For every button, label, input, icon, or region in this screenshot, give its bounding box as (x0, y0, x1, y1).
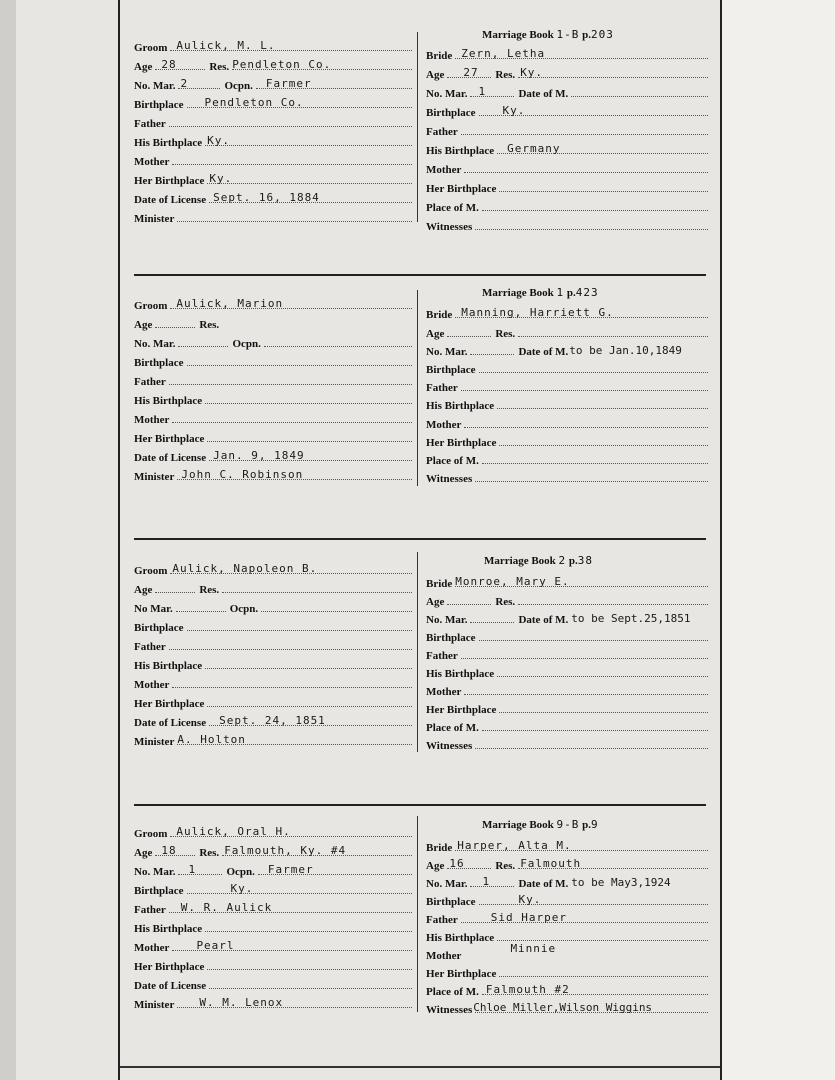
groom-date-of-license: Jan. 9, 1849 (213, 449, 305, 462)
bride-birthplace-field: Birthplace (426, 626, 708, 644)
groom-her-birthplace-field: Her Birthplace (134, 955, 412, 973)
bride-his-birthplace-field: His Birthplace Germany (426, 139, 708, 157)
groom-father-field: Father (134, 635, 412, 653)
bride-name-field: Bride Monroe, Mary E. (426, 572, 708, 590)
date-of-license-label: Date of License (134, 194, 207, 206)
record-divider (134, 804, 706, 806)
bride-place-field: Place of M. (426, 716, 708, 734)
groom-ocpn: Farmer (265, 77, 312, 90)
book-number: 1 (556, 286, 565, 299)
column-divider (417, 816, 418, 1012)
groom-birthplace-field: Birthplace Ky. (134, 879, 412, 897)
witnesses-label: Witnesses (426, 221, 473, 233)
bride-birthplace-field: Birthplace Ky. (426, 101, 708, 119)
bride-father-field: Father (426, 120, 708, 138)
groom-his-birthplace-field: His Birthplace (134, 654, 412, 672)
groom-nomar-field: No Mar. Ocpn. (134, 597, 412, 615)
bride-name-field: Bride Manning, Harriett G. (426, 303, 708, 321)
left-edge (0, 0, 16, 1080)
bride-name: Zern, Letha (461, 47, 546, 60)
groom-her-birthplace-field (134, 169, 412, 187)
groom-nomar-field (134, 74, 412, 92)
groom-nomar-field: No. Mar. Ocpn. (134, 332, 412, 350)
record-divider (134, 538, 706, 540)
groom-name-field: Groom Aulick, Oral H. (134, 822, 412, 840)
bottom-border-line (120, 1066, 720, 1068)
bride-nomar-field: No. Mar. Date of M. to be Sept.25,1851 (426, 612, 691, 626)
bride-name-field: Bride Harper, Alta M. (426, 836, 708, 854)
groom-label: Groom (134, 42, 168, 54)
bride-date-of-m: to be Jan.10,1849 (569, 344, 682, 357)
groom-name-field: Groom Aulick, Napoleon B. (134, 559, 412, 577)
no-mar-label: No. Mar. (134, 80, 176, 92)
book-page: 423 (575, 286, 599, 299)
marriage-record (120, 286, 720, 542)
groom-date-of-license: Sept. 16, 1884 (213, 191, 320, 204)
marriage-book-ref: Marriage Book 9-B p.9 (482, 818, 599, 831)
marriage-book-ref: Marriage Book 1-B p.203 (482, 28, 614, 41)
bride-name: Monroe, Mary E. (455, 575, 570, 588)
bride-her-birthplace-field: Her Birthplace (426, 962, 708, 980)
groom-age-field (134, 55, 412, 73)
groom-age-field: Age 18 Res. Falmouth, Ky. #4 (134, 841, 412, 859)
groom-mother-field: Mother (134, 673, 412, 691)
bride-mother: Minnie (510, 942, 557, 955)
groom-license-field: Date of License Sept. 24, 1851 (134, 711, 412, 729)
bride-her-birthplace-field: Her Birthplace (426, 698, 708, 716)
groom-birthplace-field: Birthplace (134, 616, 412, 634)
marriage-record (120, 548, 720, 806)
right-margin (722, 0, 835, 1080)
his-birthplace-label: His Birthplace (134, 137, 203, 149)
record-divider (134, 274, 706, 276)
bride-father-field: Father (426, 376, 708, 394)
groom-birthplace-field (134, 93, 412, 111)
groom-minister: A. Holton (177, 733, 246, 746)
groom-minister-field: Minister A. Holton (134, 730, 412, 748)
marriage-record (120, 814, 720, 1014)
book-number: 2 (558, 554, 567, 567)
bride-age-field: Age Res. (426, 322, 708, 340)
groom-her-birthplace-field: Her Birthplace (134, 427, 412, 445)
bride-res: Falmouth (520, 857, 582, 870)
birthplace-label: Birthplace (134, 99, 184, 111)
groom-name: Aulick, Oral H. (176, 825, 291, 838)
groom-mother: Pearl (196, 939, 235, 952)
groom-mother-field: Mother Pearl (134, 936, 412, 954)
groom-father: W. R. Aulick (180, 901, 273, 914)
bride-her-birthplace-field: Her Birthplace (426, 177, 708, 195)
ocpn-label: Ocpn. (224, 80, 253, 92)
groom-age: 18 (161, 844, 177, 857)
groom-his-birthplace-field: His Birthplace (134, 389, 412, 407)
bride-name-field (426, 44, 708, 62)
bride-place-field: Place of M. Falmouth #2 (426, 980, 708, 998)
bride-witnesses-field: Witnesses (426, 467, 708, 485)
groom-res: Falmouth, Ky. #4 (224, 844, 347, 857)
groom-age-field: Age Res. (134, 578, 412, 596)
groom-res: Pendleton Co. (232, 58, 332, 71)
groom-her-birthplace-field: Her Birthplace (134, 692, 412, 710)
groom-minister: W. M. Lenox (199, 996, 284, 1009)
bride-date-of-m: to be May3,1924 (571, 876, 671, 889)
bride-res: Ky. (520, 66, 544, 79)
groom-nomar-field: No. Mar. 1 Ocpn. Farmer (134, 860, 412, 878)
groom-birthplace: Pendleton Co. (204, 96, 304, 109)
bride-witnesses: Chloe Miller,Wilson Wiggins (473, 1001, 653, 1014)
father-label: Father (134, 118, 166, 130)
groom-name: Aulick, M. L. (176, 39, 276, 52)
bride-mother-field: Mother Minnie (426, 942, 557, 962)
groom-mother-field: Mother (134, 408, 412, 426)
groom-age-field: Age Res. (134, 313, 412, 331)
book-page: 38 (577, 554, 594, 567)
groom-name: Aulick, Napoleon B. (172, 562, 318, 575)
bride-no-mar: 1 (478, 85, 487, 98)
bride-label: Bride (426, 50, 453, 62)
place-of-m-label: Place of M. (426, 202, 479, 214)
bride-father-field: Father Sid Harper (426, 908, 708, 926)
bride-birthplace-field: Birthplace (426, 358, 708, 376)
book-page: 203 (591, 28, 614, 41)
bride-name: Harper, Alta M. (457, 839, 572, 852)
groom-birthplace-field: Birthplace (134, 351, 412, 369)
groom-his-birthplace: Ky. (207, 134, 231, 147)
marriage-record (120, 28, 720, 278)
bride-his-birthplace-field: His Birthplace (426, 926, 708, 944)
bride-his-birthplace: Germany (507, 142, 561, 155)
bride-father: Sid Harper (490, 911, 567, 924)
groom-her-birthplace: Ky. (209, 172, 233, 185)
groom-minister: John C. Robinson (181, 468, 304, 481)
date-of-m-label: Date of M. (518, 88, 569, 100)
column-divider (417, 32, 418, 222)
groom-license-field: Date of License Jan. 9, 1849 (134, 446, 412, 464)
minister-label: Minister (134, 213, 175, 225)
bride-nomar-field: No. Mar. 1 Date of M. (426, 82, 708, 100)
marriage-book-ref: Marriage Book 1 p.423 (482, 286, 599, 299)
bride-name: Manning, Harriett G. (461, 306, 614, 319)
groom-name-field (134, 36, 412, 54)
bride-witnesses-field (426, 215, 708, 233)
bride-date-of-m: to be Sept.25,1851 (571, 612, 691, 625)
groom-minister-field (134, 207, 412, 225)
bride-age-field: Age 16 Res. Falmouth (426, 854, 708, 872)
groom-father-field (134, 112, 412, 130)
groom-license-field: Date of License (134, 974, 412, 992)
bride-witnesses-field: Witnesses Chloe Miller,Wilson Wiggins (426, 998, 708, 1016)
column-divider (417, 290, 418, 486)
bride-mother-field: Mother (426, 413, 708, 431)
age-label: Age (134, 61, 153, 73)
bride-witnesses-field: Witnesses (426, 734, 708, 752)
bride-nomar-field: No. Mar. Date of M. to be Jan.10,1849 (426, 344, 682, 358)
bride-mother-field: Mother (426, 158, 708, 176)
bride-place-of-m: Falmouth #2 (485, 983, 570, 996)
bride-age-field: Age Res. (426, 590, 708, 608)
book-page: 9 (591, 818, 599, 831)
groom-name-field: Groom Aulick, Marion (134, 294, 412, 312)
groom-his-birthplace-field: His Birthplace (134, 917, 412, 935)
marriage-book-ref: Marriage Book 2 p.38 (484, 554, 594, 567)
bride-his-birthplace-field: His Birthplace (426, 394, 708, 412)
groom-father-field: Father (134, 370, 412, 388)
groom-age: 28 (161, 58, 177, 71)
column-divider (417, 552, 418, 752)
bride-birthplace-field: Birthplace Ky. (426, 890, 708, 908)
bride-father-field: Father (426, 644, 708, 662)
bride-nomar-field: No. Mar. 1 Date of M. to be May3,1924 (426, 875, 671, 890)
bride-age-field: Age 27 Res. Ky. (426, 63, 708, 81)
bride-place-field (426, 196, 708, 214)
book-number: 1-B (556, 28, 580, 41)
groom-his-birthplace-field (134, 131, 412, 149)
book-number: 9-B (556, 818, 580, 831)
groom-date-of-license: Sept. 24, 1851 (219, 714, 326, 727)
groom-birthplace: Ky. (230, 882, 254, 895)
bride-age: 27 (463, 66, 479, 79)
bride-his-birthplace-field: His Birthplace (426, 662, 708, 680)
groom-no-mar: 2 (180, 77, 189, 90)
groom-name: Aulick, Marion (176, 297, 284, 310)
bride-age: 16 (449, 857, 465, 870)
groom-minister-field: Minister John C. Robinson (134, 465, 412, 483)
groom-license-field (134, 188, 412, 206)
her-birthplace-label: Her Birthplace (134, 175, 205, 187)
bride-birthplace: Ky. (518, 893, 542, 906)
groom-ocpn: Farmer (267, 863, 314, 876)
res-label: Res. (209, 61, 230, 73)
groom-mother-field (134, 150, 412, 168)
bride-no-mar: 1 (482, 875, 491, 888)
groom-no-mar: 1 (188, 863, 197, 876)
groom-father-field: Father W. R. Aulick (134, 898, 412, 916)
mother-label: Mother (134, 156, 170, 168)
bride-place-field: Place of M. (426, 449, 708, 467)
bride-her-birthplace-field: Her Birthplace (426, 431, 708, 449)
bride-mother-field: Mother (426, 680, 708, 698)
right-border-line (720, 0, 722, 1080)
bride-birthplace: Ky. (502, 104, 526, 117)
groom-minister-field: Minister W. M. Lenox (134, 993, 412, 1011)
